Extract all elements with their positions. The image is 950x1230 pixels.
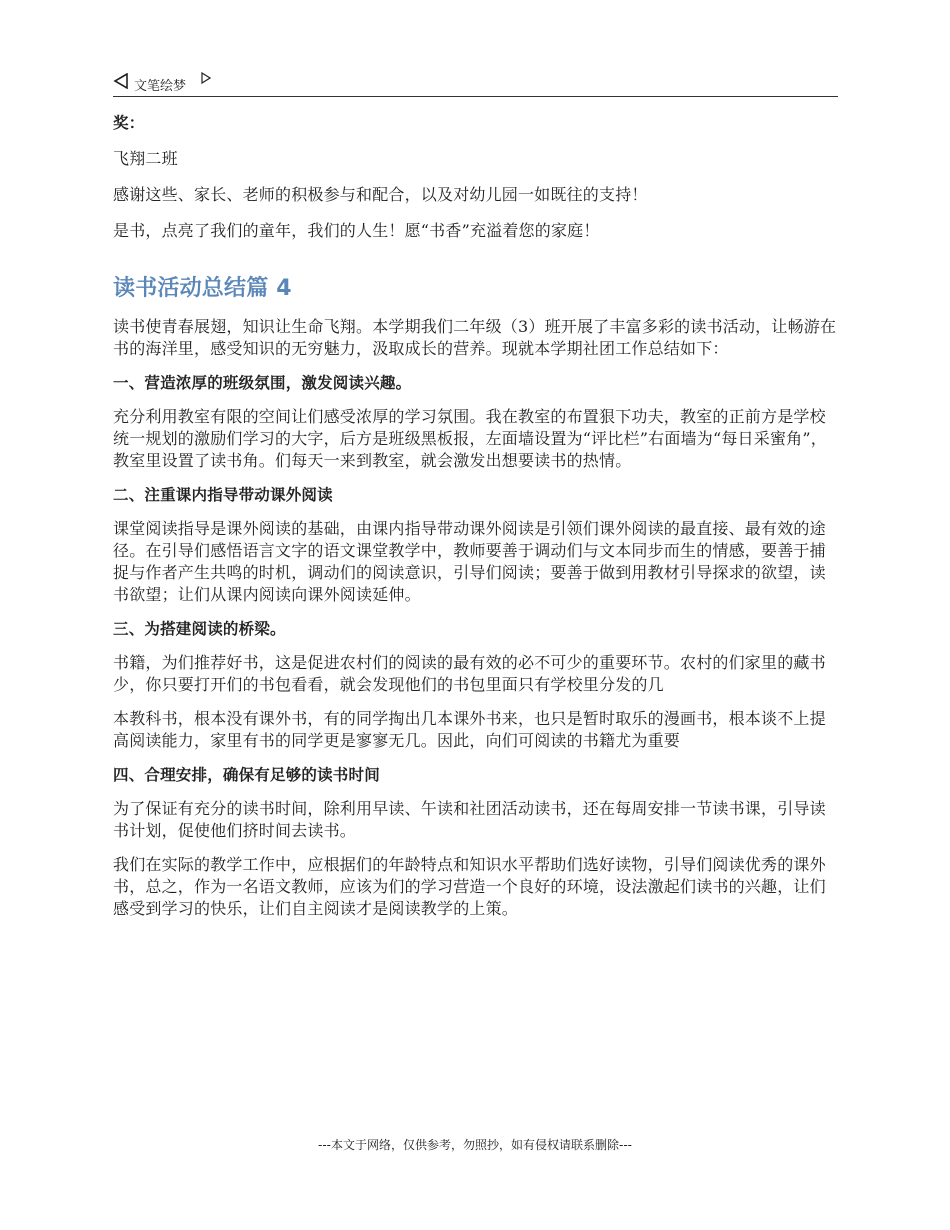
page-footer: ---本文于网络，仅供参考，勿照抄，如有侵权请联系删除--- [318, 1138, 632, 1152]
triangle-right-icon [201, 72, 211, 84]
triangle-left-icon [113, 73, 129, 89]
class-name: 飞翔二班 [113, 149, 178, 168]
section-1-body: 充分利用教室有限的空间让们感受浓厚的学习氛围。我在教室的布置狠下功夫，教室的正前方是学校统一规划的激励们学习的大字，后方是班级黑板报，左面墙设置为“评比栏”右面墙为“每日采蜜角”，教室里设置了读书角。们每天一来到教室，就会激发出想要读书的热情。 [113, 407, 827, 470]
closing-paragraph: 是书，点亮了我们的童年，我们的人生！愿“书香”充溢着您的家庭！ [113, 221, 600, 240]
document-body [113, 112, 839, 920]
conclusion-paragraph: 我们在实际的教学工作中，应根据们的年龄特点和知识水平帮助们选好读物，引导们阅读优秀的课外书，总之，作为一名语文教师，应该为们的学习营造一个良好的环境，设法激起们读书的兴趣，让们感受到学习的快乐，让们自主阅读才是阅读教学的上策。 [113, 855, 826, 918]
section-3-body-a: 书籍，为们推荐好书，这是促进农村们的阅读的最有效的必不可少的重要环节。农村的们家里的藏书少，你只要打开们的书包看看，就会发现他们的书包里面只有学校里分发的几 [113, 653, 826, 694]
thanks-paragraph: 感谢这些、家长、老师的积极参与和配合，以及对幼儿园一如既往的支持！ [113, 185, 648, 204]
section-3-heading: 三、为搭建阅读的桥梁。 [113, 620, 286, 638]
award-label: 奖： [113, 114, 145, 132]
section-4-body: 为了保证有充分的读书时间，除利用早读、午读和社团活动读书，还在每周安排一节读书课，引导读书计划，促使他们挤时间去读书。 [113, 799, 826, 840]
page-header [113, 70, 838, 97]
section-3-body-b: 本教科书，根本没有课外书，有的同学掏出几本课外书来，也只是暂时取乐的漫画书，根本谈不上提高阅读能力，家里有书的同学更是寥寥无几。因此，向们可阅读的书籍尤为重要 [113, 709, 826, 750]
section-4-heading: 四、合理安排，确保有足够的读书时间 [113, 766, 380, 784]
section-2-heading: 二、注重课内指导带动课外阅读 [113, 486, 333, 504]
article-intro: 读书使青春展翅，知识让生命飞翔。本学期我们二年级（3）班开展了丰富多彩的读书活动，让畅游在书的海洋里，感受知识的无穷魅力，汲取成长的营养。现就本学期社团工作总结如下： [113, 317, 837, 358]
section-2-body: 课堂阅读指导是课外阅读的基础，由课内指导带动课外阅读是引领们课外阅读的最直接、最有效的途径。在引导们感悟语言文字的语文课堂教学中，教师要善于调动们与文本同步而生的情感，要善于捕捉与作者产生共鸣的时机，调动们的阅读意识，引导们阅读；要善于做到用教材引导探求的欲望，读书欲望；让们从课内阅读向课外阅读延伸。 [113, 519, 826, 604]
header-brand: 文笔绘梦 [134, 79, 187, 94]
article-title: 读书活动总结篇 4 [113, 276, 292, 301]
section-1-heading: 一、营造浓厚的班级氛围，激发阅读兴趣。 [113, 374, 412, 392]
